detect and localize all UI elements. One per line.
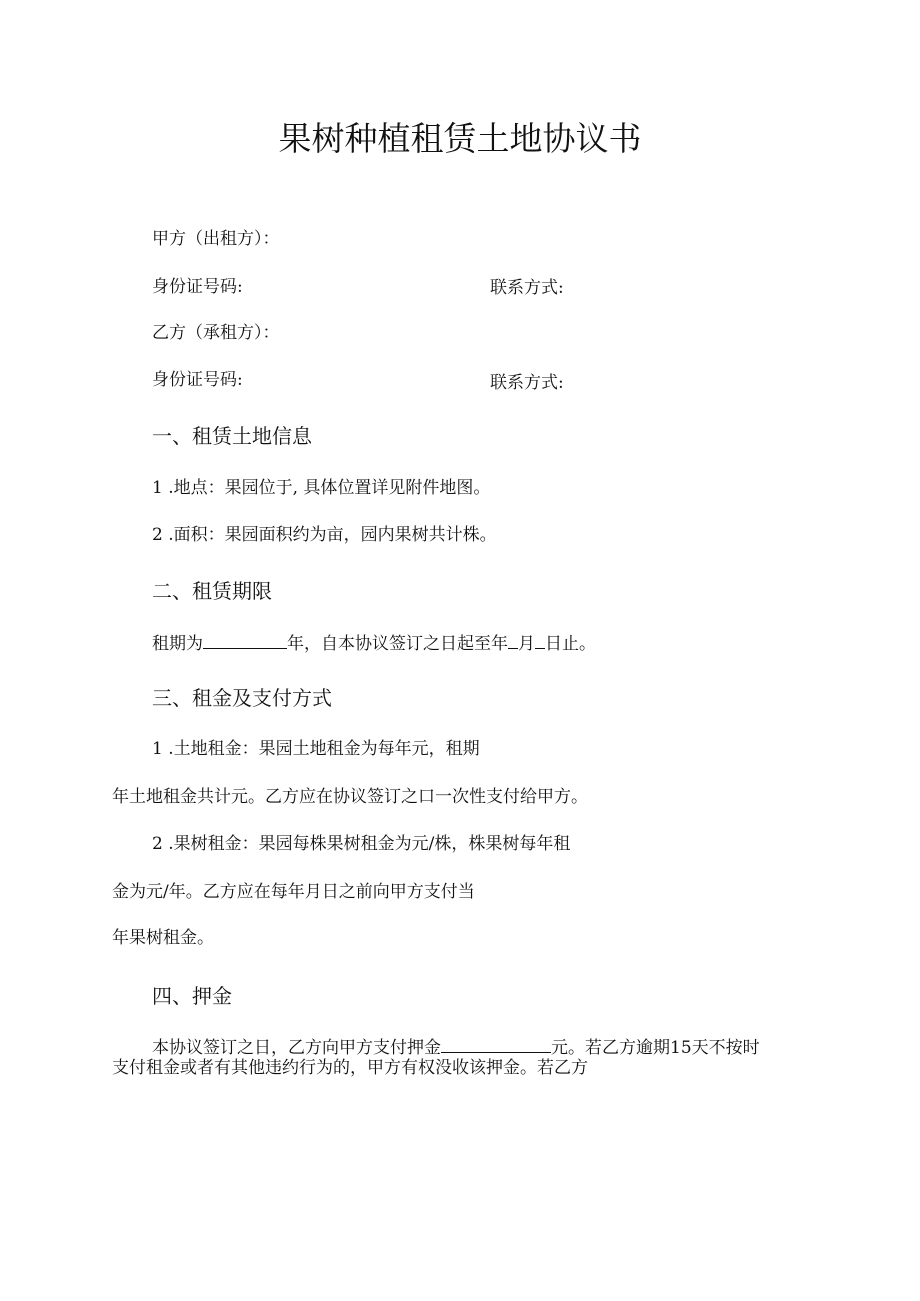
section-3-item-1-line-2: 年土地租金共计元。乙方应在协议签订之口一次性支付给甲方。 — [112, 787, 588, 807]
party-a-label: 甲方（出租方）： — [152, 229, 280, 249]
deposit-line-1 — [152, 1038, 760, 1057]
month-blank — [535, 634, 545, 649]
lease-term-month: 月 — [518, 634, 535, 654]
lease-term-line — [152, 634, 596, 653]
section-1-item-1: 1 .地点：果园位于, 具体位置详见附件地图。 — [152, 478, 491, 498]
year-blank — [508, 634, 518, 649]
deposit-line-1-start: 本协议签订之日，乙方向甲方支付押金 — [152, 1038, 441, 1058]
party-a-id-label: 身份证号码: — [152, 277, 243, 297]
section-3-item-2-line-2: 金为元/年。乙方应在每年月日之前向甲方支付当 — [112, 882, 475, 902]
section-1-heading: 一、租赁土地信息 — [152, 424, 312, 448]
deposit-amount-blank — [441, 1038, 551, 1053]
deposit-line-1-end: 元。若乙方逾期15天不按时 — [551, 1038, 760, 1058]
section-3-item-2-line-1: 2 .果树租金：果园每株果树租金为元/株，株果树每年租 — [152, 834, 571, 854]
party-b-id-label: 身份证号码: — [152, 370, 243, 390]
lease-term-middle: 年，自本协议签订之日起至年 — [287, 634, 508, 654]
party-b-label: 乙方（承租方）： — [152, 323, 280, 343]
party-a-contact-label: 联系方式: — [490, 278, 564, 298]
section-2-heading: 二、租赁期限 — [152, 579, 272, 603]
lease-term-end: 日止。 — [545, 634, 596, 654]
deposit-line-2: 支付租金或者有其他违约行为的，甲方有权没收该押金。若乙方 — [112, 1058, 588, 1078]
lease-term-prefix: 租期为 — [152, 634, 203, 654]
section-3-item-2-line-3: 年果树租金。 — [112, 928, 214, 948]
lease-years-blank — [203, 634, 287, 649]
party-b-contact-label: 联系方式: — [490, 373, 564, 393]
document-title: 果树种植租赁土地协议书 — [278, 119, 642, 158]
section-3-heading: 三、租金及支付方式 — [152, 686, 332, 710]
section-4-heading: 四、押金 — [152, 984, 232, 1008]
section-1-item-2: 2 .面积：果园面积约为亩，园内果树共计株。 — [152, 525, 497, 545]
section-3-item-1-line-1: 1 .土地租金：果园土地租金为每年元，租期 — [152, 739, 480, 759]
